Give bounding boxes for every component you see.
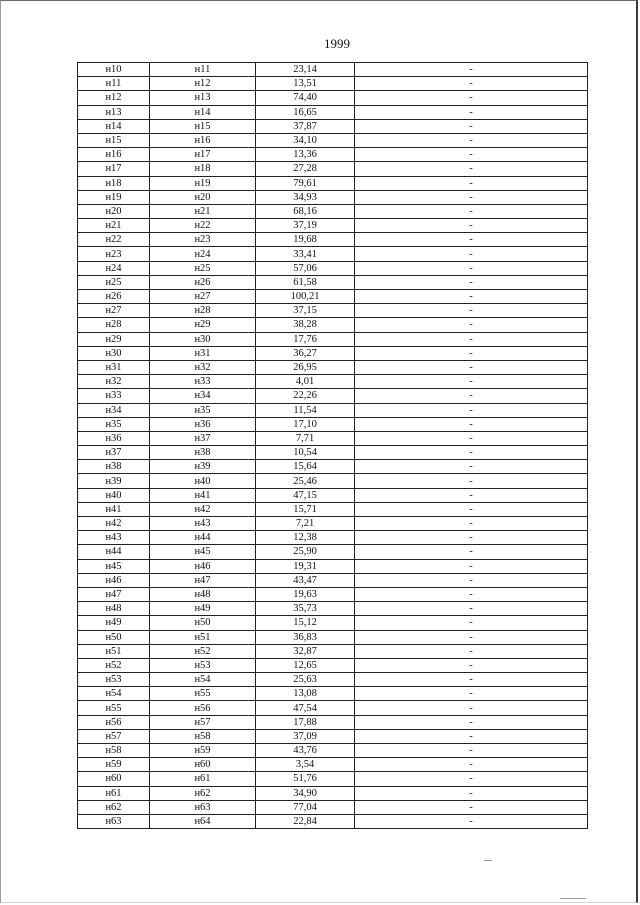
cell-from-point: н61 [78,786,150,800]
table-row [78,431,588,445]
cell-to-point: н52 [150,644,256,658]
cell-from-point: н28 [78,318,150,332]
cell-note: - [355,431,588,445]
cell-to-point: н34 [150,389,256,403]
cell-from-point: н44 [78,545,150,559]
cell-note: - [355,375,588,389]
table-row [78,346,588,360]
cell-length: 36,83 [256,630,355,644]
table-row [78,587,588,601]
cell-to-point: н37 [150,431,256,445]
cell-note: - [355,148,588,162]
cell-note: - [355,488,588,502]
cell-length: 16,65 [256,105,355,119]
cell-length: 100,21 [256,290,355,304]
cell-to-point: н39 [150,460,256,474]
cell-from-point: н54 [78,687,150,701]
cell-from-point: н60 [78,772,150,786]
cell-length: 43,47 [256,573,355,587]
cell-from-point: н16 [78,148,150,162]
cell-length: 4,01 [256,375,355,389]
cell-from-point: н49 [78,616,150,630]
cell-note: - [355,644,588,658]
cell-note: - [355,275,588,289]
cell-note: - [355,814,588,828]
cell-to-point: н18 [150,162,256,176]
cell-to-point: н11 [150,63,256,77]
table-row [78,360,588,374]
table-row [78,758,588,772]
cell-note: - [355,758,588,772]
cell-to-point: н47 [150,573,256,587]
cell-to-point: н29 [150,318,256,332]
cell-note: - [355,446,588,460]
cell-to-point: н43 [150,517,256,531]
cell-from-point: н38 [78,460,150,474]
cell-length: 17,10 [256,417,355,431]
cell-note: - [355,786,588,800]
cell-length: 13,51 [256,77,355,91]
cell-length: 47,54 [256,701,355,715]
cell-note: - [355,772,588,786]
cell-to-point: н14 [150,105,256,119]
cell-to-point: н19 [150,176,256,190]
cell-from-point: н43 [78,531,150,545]
cell-from-point: н58 [78,744,150,758]
table-row [78,275,588,289]
cell-note: - [355,162,588,176]
cell-note: - [355,573,588,587]
table-row [78,190,588,204]
table-row [78,119,588,133]
cell-to-point: н59 [150,744,256,758]
cell-length: 13,36 [256,148,355,162]
cell-from-point: н23 [78,247,150,261]
table-row [78,91,588,105]
cell-note: - [355,247,588,261]
table-row [78,744,588,758]
cell-to-point: н62 [150,786,256,800]
cell-length: 7,71 [256,431,355,445]
cell-note: - [355,602,588,616]
cell-to-point: н61 [150,772,256,786]
table-row [78,673,588,687]
cell-note: - [355,531,588,545]
table-row [78,375,588,389]
cell-length: 15,64 [256,460,355,474]
cell-note: - [355,701,588,715]
cell-to-point: н48 [150,587,256,601]
cell-from-point: н63 [78,814,150,828]
cell-to-point: н64 [150,814,256,828]
table-row [78,772,588,786]
table-row [78,715,588,729]
cell-length: 35,73 [256,602,355,616]
cell-note: - [355,545,588,559]
cell-length: 19,68 [256,233,355,247]
cell-note: - [355,630,588,644]
page-number: 1999 [324,36,350,51]
cell-from-point: н50 [78,630,150,644]
cell-note: - [355,460,588,474]
cell-from-point: н30 [78,346,150,360]
cell-to-point: н31 [150,346,256,360]
cell-note: - [355,332,588,346]
cell-to-point: н22 [150,219,256,233]
cell-length: 57,06 [256,261,355,275]
cell-length: 27,28 [256,162,355,176]
cell-length: 12,38 [256,531,355,545]
cell-length: 10,54 [256,446,355,460]
cell-note: - [355,800,588,814]
cell-note: - [355,673,588,687]
coordinates-table [77,62,588,829]
cell-length: 15,12 [256,616,355,630]
cell-to-point: н23 [150,233,256,247]
table-row [78,77,588,91]
cell-note: - [355,77,588,91]
cell-to-point: н57 [150,715,256,729]
cell-note: - [355,687,588,701]
cell-note: - [355,63,588,77]
table-row [78,630,588,644]
cell-to-point: н25 [150,261,256,275]
cell-length: 77,04 [256,800,355,814]
table-row [78,644,588,658]
table-row [78,814,588,828]
cell-to-point: н60 [150,758,256,772]
cell-note: - [355,318,588,332]
table-row [78,261,588,275]
cell-length: 43,76 [256,744,355,758]
cell-note: - [355,204,588,218]
table-row [78,786,588,800]
cell-note: - [355,176,588,190]
cell-from-point: н41 [78,502,150,516]
table-row [78,517,588,531]
cell-to-point: н30 [150,332,256,346]
table-row [78,332,588,346]
cell-length: 25,46 [256,474,355,488]
cell-from-point: н13 [78,105,150,119]
cell-from-point: н59 [78,758,150,772]
cell-from-point: н48 [78,602,150,616]
cell-from-point: н51 [78,644,150,658]
cell-to-point: н32 [150,360,256,374]
table-row [78,446,588,460]
cell-from-point: н11 [78,77,150,91]
cell-from-point: н10 [78,63,150,77]
cell-from-point: н21 [78,219,150,233]
cell-note: - [355,587,588,601]
cell-from-point: н24 [78,261,150,275]
cell-note: - [355,304,588,318]
cell-to-point: н24 [150,247,256,261]
cell-from-point: н29 [78,332,150,346]
cell-length: 32,87 [256,644,355,658]
cell-from-point: н62 [78,800,150,814]
cell-length: 68,16 [256,204,355,218]
cell-length: 22,26 [256,389,355,403]
cell-from-point: н35 [78,417,150,431]
cell-to-point: н26 [150,275,256,289]
cell-from-point: н36 [78,431,150,445]
table-row [78,460,588,474]
cell-from-point: н55 [78,701,150,715]
cell-from-point: н17 [78,162,150,176]
cell-to-point: н54 [150,673,256,687]
cell-note: - [355,233,588,247]
cell-from-point: н42 [78,517,150,531]
table-row [78,729,588,743]
table-row [78,176,588,190]
cell-to-point: н49 [150,602,256,616]
cell-length: 37,87 [256,119,355,133]
cell-note: - [355,133,588,147]
cell-to-point: н16 [150,133,256,147]
table-row [78,133,588,147]
table-row [78,403,588,417]
table-row [78,701,588,715]
cell-from-point: н33 [78,389,150,403]
cell-note: - [355,261,588,275]
cell-from-point: н39 [78,474,150,488]
cell-to-point: н33 [150,375,256,389]
cell-note: - [355,616,588,630]
cell-to-point: н45 [150,545,256,559]
cell-note: - [355,346,588,360]
cell-length: 23,14 [256,63,355,77]
cell-from-point: н27 [78,304,150,318]
cell-note: - [355,290,588,304]
cell-to-point: н36 [150,417,256,431]
cell-note: - [355,105,588,119]
cell-from-point: н26 [78,290,150,304]
cell-to-point: н20 [150,190,256,204]
table-row [78,502,588,516]
cell-length: 33,41 [256,247,355,261]
table-row [78,63,588,77]
cell-to-point: н53 [150,658,256,672]
cell-to-point: н13 [150,91,256,105]
table-row [78,290,588,304]
cell-from-point: н57 [78,729,150,743]
scan-mark [560,898,586,899]
cell-from-point: н31 [78,360,150,374]
cell-from-point: н32 [78,375,150,389]
cell-note: - [355,744,588,758]
cell-note: - [355,517,588,531]
cell-from-point: н14 [78,119,150,133]
cell-from-point: н37 [78,446,150,460]
cell-to-point: н51 [150,630,256,644]
table-row [78,658,588,672]
cell-to-point: н12 [150,77,256,91]
cell-note: - [355,360,588,374]
cell-to-point: н15 [150,119,256,133]
cell-from-point: н25 [78,275,150,289]
cell-length: 25,90 [256,545,355,559]
cell-length: 34,93 [256,190,355,204]
table-row [78,559,588,573]
cell-to-point: н27 [150,290,256,304]
cell-length: 22,84 [256,814,355,828]
cell-length: 12,65 [256,658,355,672]
table-row [78,602,588,616]
cell-from-point: н45 [78,559,150,573]
cell-to-point: н35 [150,403,256,417]
cell-to-point: н55 [150,687,256,701]
cell-note: - [355,219,588,233]
cell-length: 26,95 [256,360,355,374]
table-row [78,545,588,559]
cell-length: 61,58 [256,275,355,289]
table-row [78,474,588,488]
table-row [78,304,588,318]
cell-length: 51,76 [256,772,355,786]
cell-to-point: н21 [150,204,256,218]
cell-from-point: н22 [78,233,150,247]
cell-from-point: н52 [78,658,150,672]
cell-note: - [355,389,588,403]
cell-from-point: н19 [78,190,150,204]
cell-from-point: н18 [78,176,150,190]
cell-from-point: н40 [78,488,150,502]
cell-note: - [355,403,588,417]
cell-note: - [355,91,588,105]
cell-from-point: н46 [78,573,150,587]
cell-to-point: н46 [150,559,256,573]
cell-length: 11,54 [256,403,355,417]
cell-length: 38,28 [256,318,355,332]
table-row [78,162,588,176]
cell-note: - [355,417,588,431]
cell-length: 34,10 [256,133,355,147]
cell-length: 36,27 [256,346,355,360]
cell-to-point: н38 [150,446,256,460]
cell-note: - [355,715,588,729]
table-row [78,219,588,233]
cell-length: 34,90 [256,786,355,800]
cell-note: - [355,559,588,573]
cell-from-point: н47 [78,587,150,601]
table-row [78,573,588,587]
cell-to-point: н41 [150,488,256,502]
cell-to-point: н42 [150,502,256,516]
table-row [78,105,588,119]
table-row [78,488,588,502]
table-row [78,148,588,162]
cell-note: - [355,729,588,743]
cell-length: 3,54 [256,758,355,772]
cell-to-point: н63 [150,800,256,814]
cell-to-point: н17 [150,148,256,162]
scan-mark [484,860,492,861]
cell-length: 19,31 [256,559,355,573]
cell-note: - [355,502,588,516]
cell-from-point: н20 [78,204,150,218]
cell-length: 13,08 [256,687,355,701]
cell-to-point: н56 [150,701,256,715]
cell-from-point: н34 [78,403,150,417]
cell-to-point: н28 [150,304,256,318]
cell-length: 79,61 [256,176,355,190]
cell-note: - [355,658,588,672]
cell-note: - [355,190,588,204]
table-row [78,318,588,332]
cell-length: 19,63 [256,587,355,601]
cell-length: 47,15 [256,488,355,502]
cell-from-point: н15 [78,133,150,147]
table-row [78,233,588,247]
cell-from-point: н56 [78,715,150,729]
cell-length: 37,19 [256,219,355,233]
cell-length: 17,76 [256,332,355,346]
cell-length: 74,40 [256,91,355,105]
cell-length: 17,88 [256,715,355,729]
cell-length: 15,71 [256,502,355,516]
table-row [78,531,588,545]
table-row [78,616,588,630]
table-row [78,247,588,261]
cell-length: 7,21 [256,517,355,531]
cell-note: - [355,474,588,488]
cell-to-point: н50 [150,616,256,630]
table-row [78,204,588,218]
cell-length: 37,15 [256,304,355,318]
cell-from-point: н53 [78,673,150,687]
cell-to-point: н40 [150,474,256,488]
table-row [78,389,588,403]
table-body [78,63,588,829]
cell-from-point: н12 [78,91,150,105]
cell-to-point: н44 [150,531,256,545]
table-row [78,417,588,431]
cell-to-point: н58 [150,729,256,743]
cell-note: - [355,119,588,133]
table-row [78,800,588,814]
cell-length: 25,63 [256,673,355,687]
table-row [78,687,588,701]
cell-length: 37,09 [256,729,355,743]
